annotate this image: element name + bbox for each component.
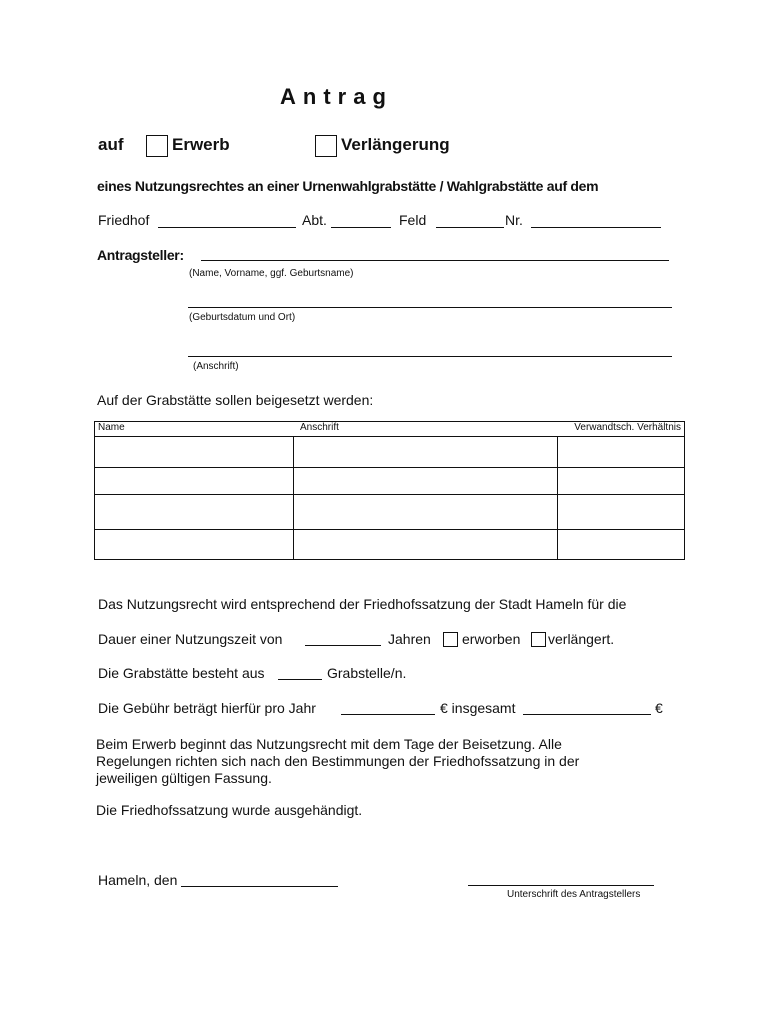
grabstaette-label: Die Grabstätte besteht aus: [98, 665, 265, 681]
feld-field[interactable]: [436, 227, 504, 228]
hameln-den-label: Hameln, den: [98, 872, 178, 888]
page-title: Antrag: [280, 84, 393, 109]
erwerb-paragraph-line: Beim Erwerb beginnt das Nutzungsrecht mit dem Tage der Beisetzung. Alle: [96, 736, 562, 752]
verlaengert-checkbox[interactable]: [531, 632, 546, 647]
table-cell-verhaeltnis[interactable]: [558, 530, 684, 559]
friedhof-label: Friedhof: [98, 212, 150, 228]
table-cell-verhaeltnis[interactable]: [558, 495, 684, 529]
date-field[interactable]: [181, 886, 338, 887]
table-cell-verhaeltnis[interactable]: [558, 468, 684, 494]
erworben-checkbox[interactable]: [443, 632, 458, 647]
antragsteller-label: Antragsteller:: [97, 247, 184, 263]
friedhof-field[interactable]: [158, 227, 296, 228]
table-header-verhaeltnis: Verwandtsch. Verhältnis: [574, 422, 681, 433]
gebuehr-gesamt-field[interactable]: [523, 714, 651, 715]
abt-field[interactable]: [331, 227, 391, 228]
erwerb-label: Erwerb: [172, 135, 230, 154]
euro-label: €: [655, 700, 663, 716]
nutzungsrecht-text: Das Nutzungsrecht wird entsprechend der Friedhofssatzung der Stadt Hameln für die: [98, 596, 627, 612]
geburtsdatum-field[interactable]: [188, 307, 672, 308]
beisetzung-table: [94, 421, 685, 560]
dauer-label: Dauer einer Nutzungszeit von: [98, 631, 283, 647]
beigesetzt-label: Auf der Grabstätte sollen beigesetzt werden:: [97, 392, 374, 408]
gebuehr-jahr-field[interactable]: [341, 714, 435, 715]
anschrift-field[interactable]: [188, 356, 672, 357]
auf-label: auf: [98, 135, 124, 154]
table-cell-name[interactable]: [95, 530, 293, 559]
table-cell-verhaeltnis[interactable]: [558, 437, 684, 467]
hint-geburt: (Geburtsdatum und Ort): [189, 312, 296, 323]
table-header-name: Name: [98, 422, 125, 433]
erwerb-paragraph-line: jeweiligen gültigen Fassung.: [96, 770, 272, 786]
jahren-label: Jahren: [388, 631, 431, 647]
signature-field[interactable]: [468, 885, 654, 886]
grabstelle-label: Grabstelle/n.: [327, 665, 407, 681]
dauer-field[interactable]: [305, 645, 381, 646]
table-cell-name[interactable]: [95, 468, 293, 494]
table-cell-anschrift[interactable]: [294, 530, 557, 559]
nr-field[interactable]: [531, 227, 661, 228]
verlaengerung-checkbox[interactable]: [315, 135, 337, 157]
table-header-anschrift: Anschrift: [300, 422, 339, 433]
erwerb-checkbox[interactable]: [146, 135, 168, 157]
ausgehaendigt-text: Die Friedhofssatzung wurde ausgehändigt.: [96, 802, 363, 818]
erworben-label: erworben: [462, 631, 521, 647]
subtitle: eines Nutzungsrechtes an einer Urnenwahlgrabstätte / Wahlgrabstätte auf dem: [97, 178, 599, 194]
table-cell-name[interactable]: [95, 437, 293, 467]
table-cell-name[interactable]: [95, 495, 293, 529]
verlaengerung-label: Verlängerung: [341, 135, 450, 154]
table-cell-anschrift[interactable]: [294, 495, 557, 529]
gebuehr-label: Die Gebühr beträgt hierfür pro Jahr: [98, 700, 316, 716]
hint-anschrift: (Anschrift): [193, 361, 239, 372]
erwerb-paragraph-line: Regelungen richten sich nach den Bestimmungen der Friedhofssatzung in der: [96, 753, 580, 769]
insgesamt-label: € insgesamt: [440, 700, 516, 716]
grabstellen-field[interactable]: [278, 679, 322, 680]
abt-label: Abt.: [302, 212, 327, 228]
antragsteller-name-field[interactable]: [201, 260, 669, 261]
table-cell-anschrift[interactable]: [294, 468, 557, 494]
verlaengert-label: verlängert.: [548, 631, 615, 647]
nr-label: Nr.: [505, 212, 523, 228]
feld-label: Feld: [399, 212, 427, 228]
table-cell-anschrift[interactable]: [294, 437, 557, 467]
signature-label: Unterschrift des Antragstellers: [507, 889, 641, 900]
hint-name: (Name, Vorname, ggf. Geburtsname): [189, 268, 354, 279]
